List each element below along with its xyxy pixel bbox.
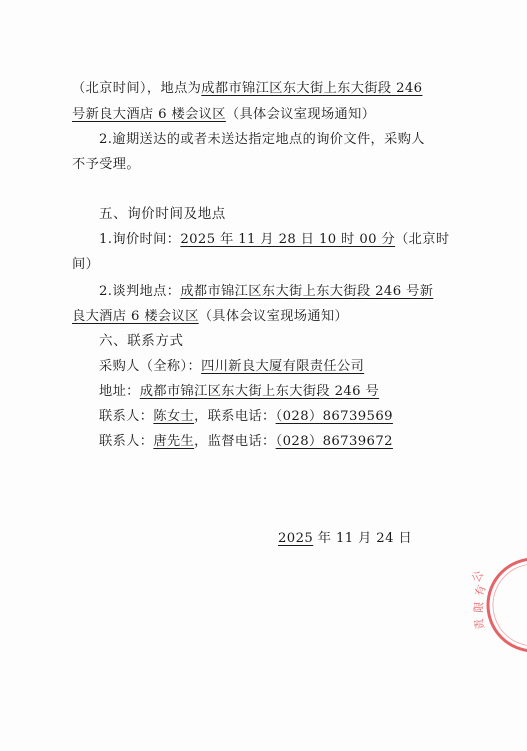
contact-name: 陈女士	[153, 409, 195, 424]
supervision-phone: （028）86739672	[275, 434, 393, 449]
underlined-location: 成都市锦江区东大街上东大街段 246 号新	[180, 284, 434, 299]
address-value: 成都市锦江区东大街上东大街段 246 号	[139, 384, 380, 399]
text-segment: （具体会议室现场通知）	[198, 309, 349, 324]
company-seal	[468, 555, 527, 655]
field-label: ，监督电话：	[194, 434, 276, 449]
purchaser-line	[99, 358, 364, 375]
paragraph-line	[72, 80, 422, 97]
svg-text:公: 公	[469, 568, 487, 585]
address-line	[99, 383, 379, 400]
paragraph-line: 间）	[72, 257, 100, 272]
field-label: 联系人：	[99, 409, 154, 424]
underlined-location: 良大酒店 6 楼会议区	[72, 309, 199, 324]
seal-stamp-icon	[468, 555, 527, 655]
signature-date	[278, 530, 412, 547]
date-rest: 年 11 月 24 日	[313, 531, 413, 546]
svg-text:责: 责	[472, 617, 487, 631]
purchaser-name: 四川新良大厦有限责任公司	[201, 359, 365, 374]
contact-name: 唐先生	[153, 434, 195, 449]
svg-text:有: 有	[472, 583, 489, 599]
text-segment: 2.谈判地点：	[99, 284, 181, 299]
paragraph-line	[72, 308, 348, 325]
underlined-location: 号新良大酒店 6 楼会议区	[72, 107, 226, 122]
text-segment: （北京时	[395, 232, 450, 247]
field-label: 地址：	[99, 384, 140, 399]
svg-text:限: 限	[472, 601, 486, 614]
text-segment: 1.询价时间：	[99, 232, 181, 247]
contact-phone: （028）86739569	[275, 409, 393, 424]
field-label: 联系人：	[99, 434, 154, 449]
text-segment: （具体会议室现场通知）	[225, 107, 376, 122]
contact-line	[99, 408, 393, 425]
paragraph-line: 不予受理。	[72, 157, 140, 172]
date-year: 2025	[278, 531, 314, 546]
paragraph-line: 2.逾期送达的或者未送达指定地点的询价文件，采购人	[99, 132, 425, 147]
underlined-location: 成都市锦江区东大街上东大街段 246	[201, 81, 423, 96]
contact-line	[99, 433, 393, 450]
paragraph-line	[99, 231, 449, 248]
text-segment: （北京时间），地点为	[72, 81, 202, 96]
underlined-datetime: 2025 年 11 月 28 日 10 时 00 分	[180, 232, 396, 247]
field-label: ，联系电话：	[194, 409, 276, 424]
section-heading: 六、联系方式	[99, 333, 184, 349]
field-label: 采购人（全称）：	[99, 359, 202, 374]
paragraph-line	[99, 283, 433, 300]
paragraph-line	[72, 106, 375, 123]
section-heading: 五、询价时间及地点	[99, 206, 226, 222]
